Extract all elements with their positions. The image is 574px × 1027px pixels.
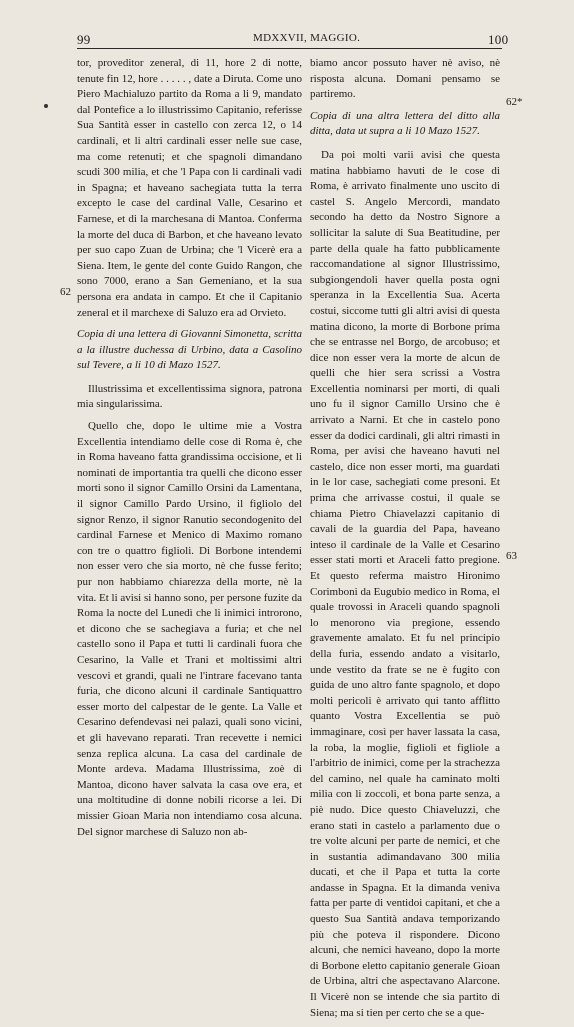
- margin-number-62: 62: [60, 286, 71, 298]
- left-paragraph-1: tor, proveditor zeneral, di 11, hore 2 di notte, tenute fin 12, hore . . . . . , date a Diruta. Come uno Piero Machialuzo partito da Roma a li 9, mandato dal Pontefice a lo illustrissimo Capitanio, referisse Sua Santità esser in castello con zerca 12, o 14 cardinali, et li altri cardinali esser nelle sue case, ma come retenuti; et che spagnoli dimandano scudi 300 milia, et che 'l Papa con li cardinali vadi in Spagna; et haveano sachegiata tutta la terra excepto le case del cardinal Valle, Cesarino et Farnese, et di la marchesana di Mantoa. Conferma la morte del duca di Barbon, et che haveano levato per suo capo Zuan de Urbina; che 'l Vicerè era a Siena. Item, le gente del conte Guido Rangon, che sono 7000, erano a San Gemeniano, et la sua persona era andata in campo. Et che il Capitanio zeneral et il marchexe di Saluzo era ad Orvieto.: [77, 57, 302, 319]
- margin-number-62-star: 62*: [506, 96, 523, 108]
- right-paragraph-1: biamo ancor possuto haver nè aviso, nè risposta alcuna. Domani pensamo se partiremo.: [310, 57, 500, 101]
- right-letter-heading: Copia di una altra lettera del ditto alla ditta, data ut supra a li 10 Mazo 1527.: [310, 109, 500, 138]
- left-letter-heading: Copia di una lettera di Giovanni Simonetta, scritta a la illustre duchessa di Urbino, data a Casolino sul Tevere, a li 10 di Mazo 1527.: [77, 328, 302, 372]
- right-page-number: 100: [488, 32, 509, 47]
- margin-number-63: 63: [506, 550, 517, 562]
- running-header: MDXXVII, MAGGIO.: [253, 32, 361, 44]
- left-column: [77, 56, 302, 846]
- right-paragraph-2: Da poi molti varii avisi che questa matina habbiamo havuti de le cose di Roma, è arrivato finalmente uno uscito di castel S. Angelo Mercordì, mandato secondo ha detto da Nostro Signore a sollicitar la salute di Sua Beatitudine, per parte della quale ha fatto pubblicamente raccomandatione al signor Illustrissimo, subgiongendoli haver quella posta ogni speranza in la Excellentia Sua. Acerta costui, siccome tutti gli altri avisi di questa matina dicono, la morte di Borbone prima che se entrasse nel Borgo, de arcobuso; et dice non esser vera la morte de alcun de quelli che hier sera scrissi a Vostra Excellentia nominarsi per morti, di quali uno fu il signor Camillo Ursino che è arrivato a Narni. Et che in castelo pono esser da dodici cardinali, gli altri rimasti in Roma, per avisi che haveano havuti nel castelo, dice non esser morti, ma guardati in le lor case, sachegiati come presoni. Et prima che arrivasse costui, il quale se chiama Pietro Chiavelazzi capitanio di cavali de la guardia del Papa, haveano inteso il cardinale de la Valle et Cesarino esser stati morti et Araceli fatto pregione. Et questo referma maistro Hironimo Corimboni da Eugubio medico in Roma, el quale trovossi in Araceli quando spagnoli lo menorono via pregione, essendo gravemente amalato. Et fu nel principio della furia, essendo andato a visitarlo, unde vestito da frate se ne è fugito con guida de uno altro fante spagnolo, et dopo molti pericoli è arrivato qui tanto afflitto quanto Vostra Excellentia se può immaginare, così per haver lassata la casa, la roba, la moglie, figlioli et figliole a l'arbitrio de inimici, come per la strachezza del camino, nel quale ha caminato molti milia con li zoccoli, et bona parte senza, a piè nudo. Dice questo Chiaveluzzi, che erano stati in castelo a parlamento due o tre volte alcuni per parte de nemici, et che in sustantia adimandavano 300 milia ducati, et che il Papa et tutta la corte andasse in Spagna. Et la dimanda veniva fatta per parte di ventidoi capitani, et che a questo Sua Santità andava temporizando più che poteva il rispondere. Dicono alcuni, che nemici haveano, dopo la morte di Borbone eletto capitanio generale Gioan de Urbina, altri che aspectavano Alarcone. Il Vicerè non se intende che sia partito di Siena; ma si tien per certo che se a que-: [310, 148, 500, 1019]
- left-paragraph-2: Quello che, dopo le ultime mie a Vostra Excellentia intendiamo delle cose di Roma è, che in Roma haveano fatta grandissima occisione, et li nominati de importantia tra quelli che dicono esser morti sono il signor Camillo Orsini da Lamentana, il signor Camillo Pardo Ursino, il figliolo del signor Renzo, il signor Ranutio secondogenito del cardinal Farnese et Menico di Maximo romano con tre o quattro figlioli. Di Borbone intendemi non esser vero che sia morto, nè che fusse ferito; pur non habbiamo chiarezza della morte, nè la vita. Et li avisi si hanno sono, per persone fuzite da Roma la nocte del Lunedì che li inimici introrono, et dicono che se sachegiava a furia; et che nel castello sono il Papa et tutti li cardinali fuora che Cesarino, la Valle et Trani et moltissimi altri vescovi et grandi, quali ne l'intrare facevano tanta furia, che dicono alcuni il cardinale Santiquattro esser morto del calpestar de le gente. La Valle et Cesarino defendevasi nei palazi, quali sono vicini, et gli havevano reparati. Tran recevette i nemici senza replica alcuna. La casa del cardinale de Monte ardeva. Madama Illustrissima, zoè di Mantoa, dicono haver salvata la casa ove era, et una moltitudine di donne nobili ricorse a lei. Di missier Gioan Maria non intendiamo cosa alcuna. Del signor marchese di Saluzo non ab-: [77, 420, 302, 838]
- left-salutation: Illustrissima et excellentissima signora, patrona mia singularissima.: [77, 382, 302, 411]
- margin-dot: [44, 104, 48, 108]
- header-rule: [77, 48, 502, 49]
- right-column: [310, 56, 500, 1027]
- left-page-number: 99: [77, 32, 91, 47]
